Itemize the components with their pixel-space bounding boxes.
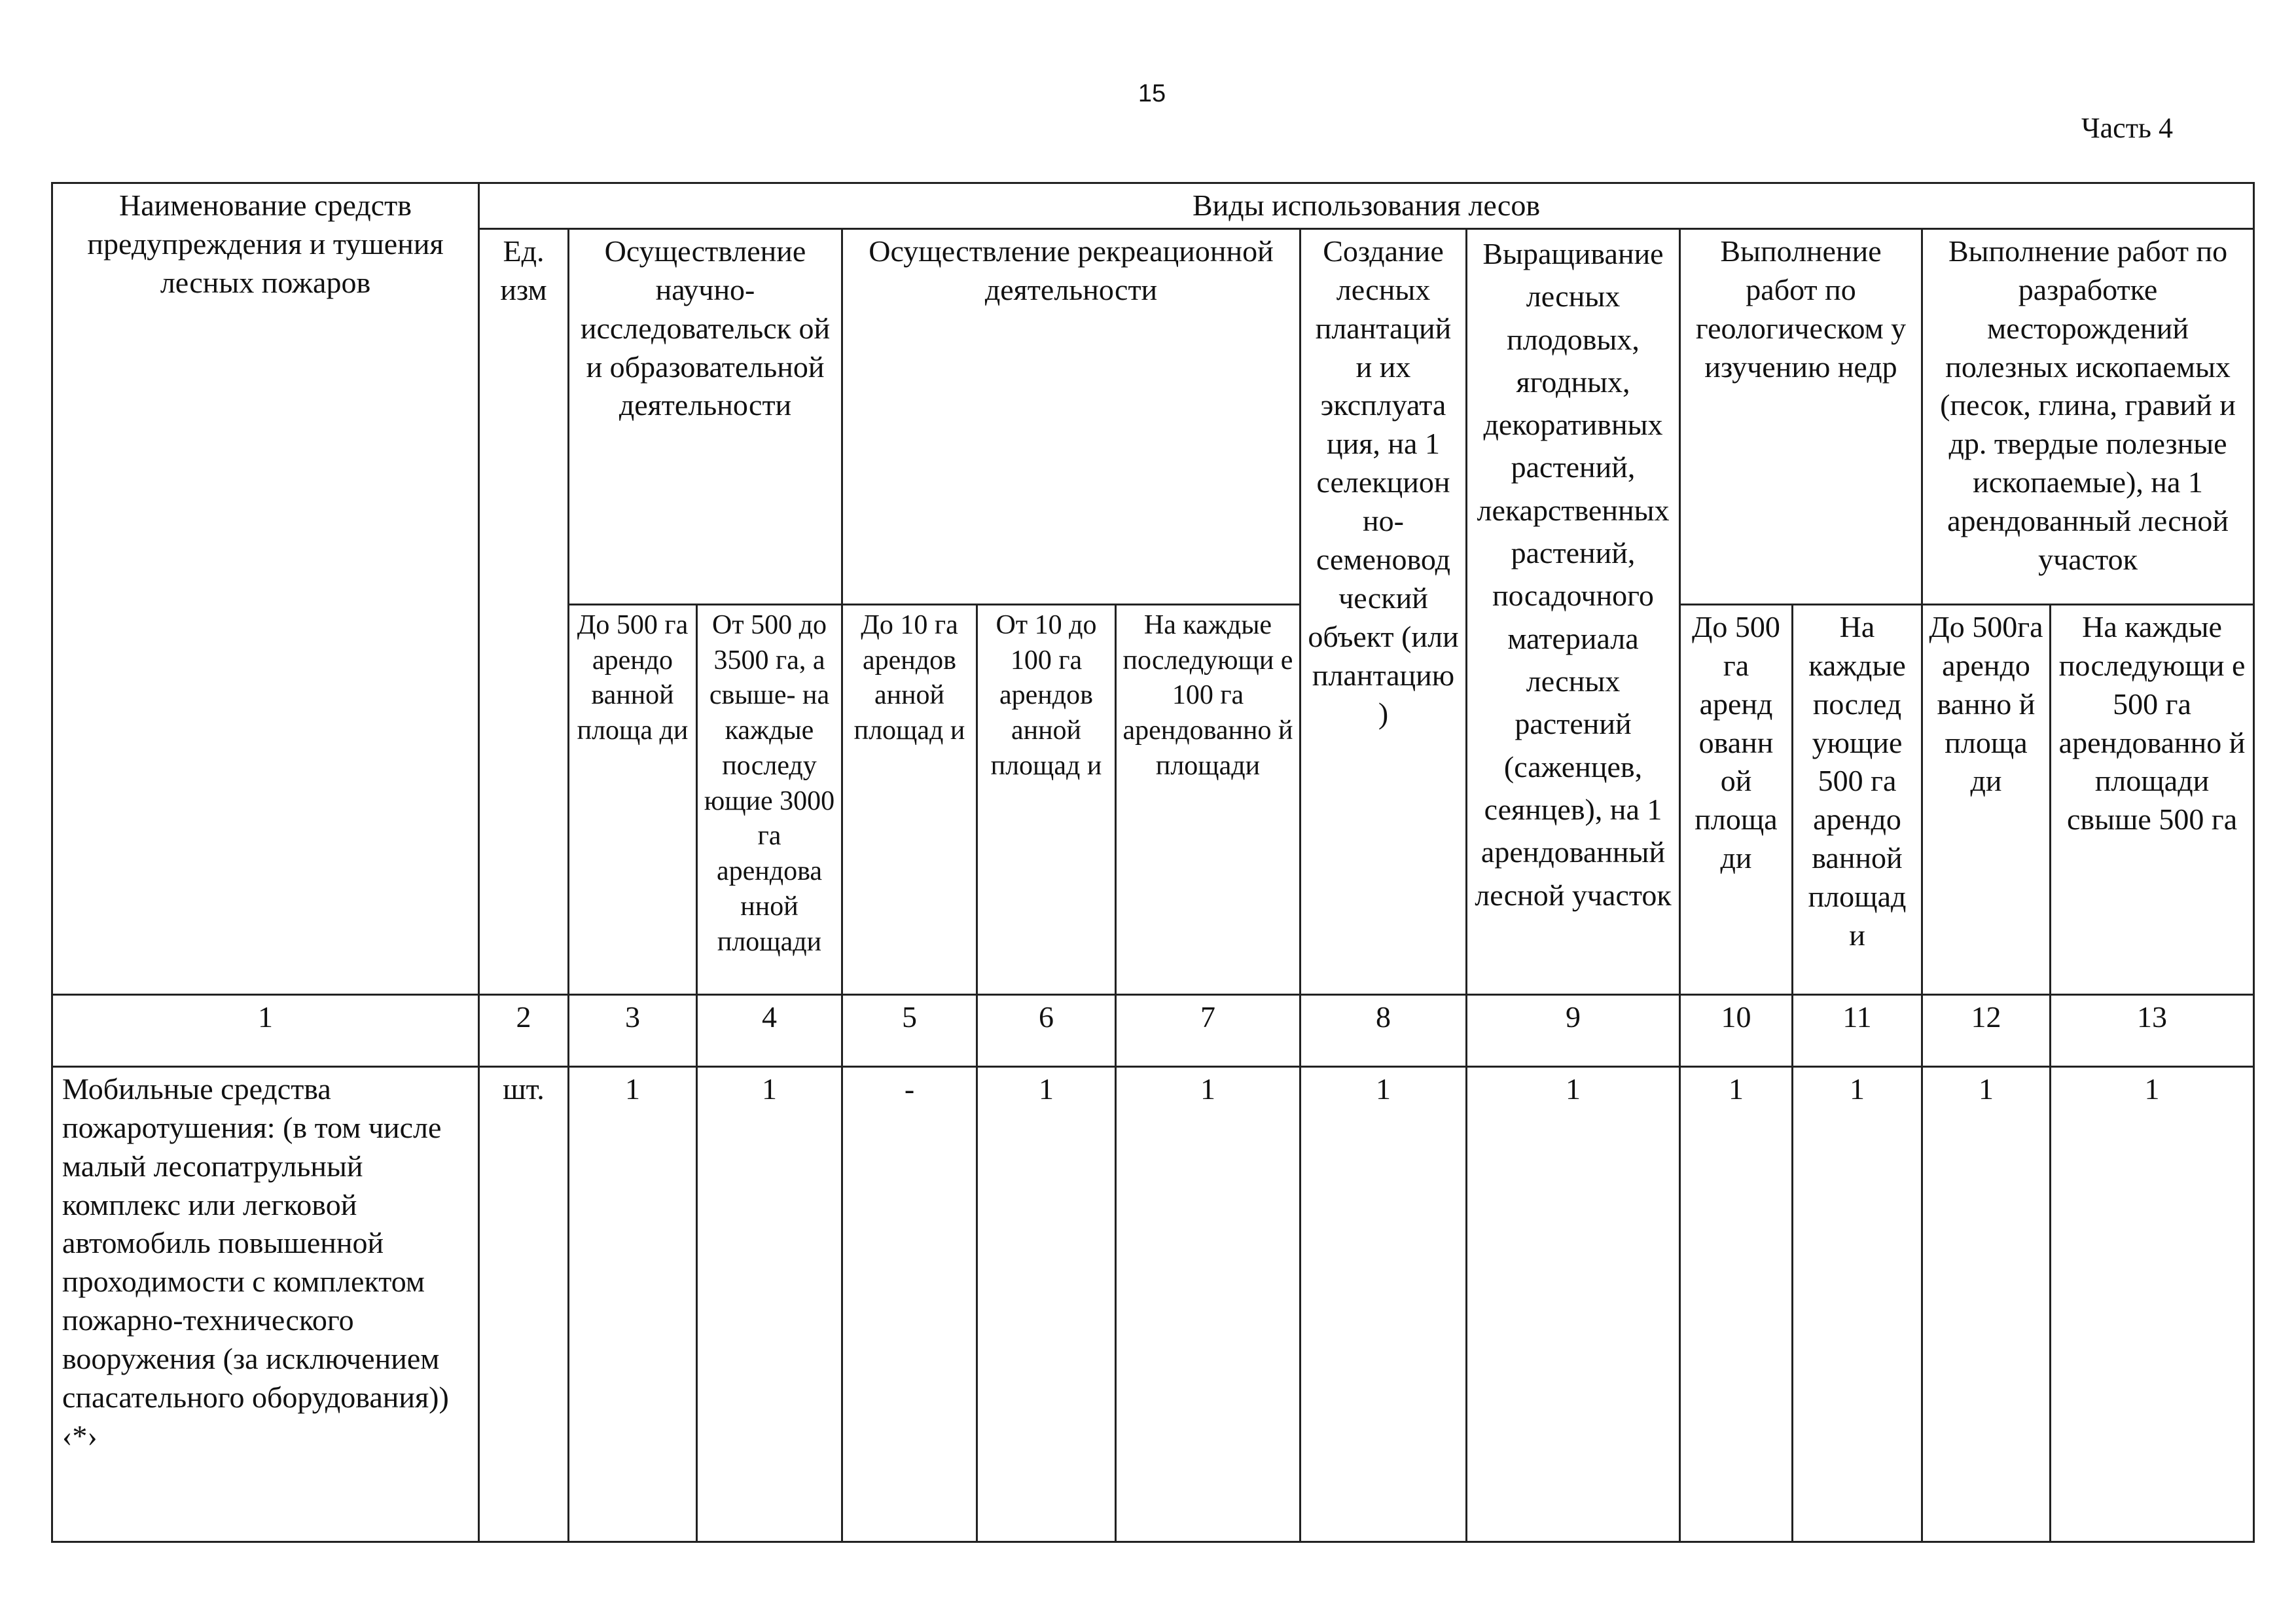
column-number: 8 [1300,994,1467,1066]
subheader-geology-1: До 500 га аренд ованн ой площа ди [1680,604,1793,994]
column-number: 11 [1793,994,1922,1066]
column-number: 3 [569,994,697,1066]
column-number-row [52,994,2254,1066]
row-value: 1 [1922,1066,2051,1542]
header-geology: Выполнение работ по геологическом у изучению недр [1680,228,1922,604]
header-growing: Выращивание лесных плодовых, ягодных, декоративных растений, лекарственных растений, посадочного материала лесных растений (саженцев, сеянцев), на 1 арендованный лесной участок [1467,228,1680,994]
row-value: 1 [569,1066,697,1542]
subheader-science-1: До 500 га арендо ванной площа ди [569,604,697,994]
header-forest-use-types: Виды использования лесов [479,183,2254,229]
subheader-geology-2: На каждые послед ующие 500 га арендо ванной площад и [1793,604,1922,994]
page-number: 15 [1138,80,1166,107]
column-number: 1 [52,994,479,1066]
header-recreation: Осуществление рекреационной деятельности [842,228,1300,604]
subheader-recreation-1: До 10 га арендов анной площад и [842,604,977,994]
subheader-recreation-3: На каждые последующи е 100 га арендованно й площади [1116,604,1300,994]
column-number: 7 [1116,994,1300,1066]
row-value: 1 [977,1066,1116,1542]
header-plantations: Создание лесных плантаций и их эксплуата ция, на 1 селекцион но-семеновод ческий объект (или плантацию ) [1300,228,1467,994]
row-value: - [842,1066,977,1542]
header-science: Осуществление научно-исследовательск ой и образовательной деятельности [569,228,842,604]
forest-fire-means-table [51,182,2255,1543]
subheader-deposits-1: До 500га арендо ванно й площа ди [1922,604,2051,994]
row-value: 1 [1116,1066,1300,1542]
subheader-deposits-2: На каждые последующи е 500 га арендованно й площади свыше 500 га [2051,604,2254,994]
column-number: 9 [1467,994,1680,1066]
part-label: Часть 4 [2081,112,2173,144]
row-name: Мобильные средства пожаротушения: (в том числе малый лесопатрульный комплекс или легковой автомобиль повышенной проходимости с комплектом пожарно-технического вооружения (за исключением спасательного оборудования)) ‹*› [52,1066,479,1542]
row-value: 1 [1793,1066,1922,1542]
column-number: 12 [1922,994,2051,1066]
subheader-science-2: От 500 до 3500 га, а свыше- на каждые последу ющие 3000 га арендова нной площади [697,604,842,994]
row-value: 1 [697,1066,842,1542]
subheader-recreation-2: От 10 до 100 га арендов анной площад и [977,604,1116,994]
header-name: Наименование средств предупреждения и тушения лесных пожаров [52,183,479,995]
row-value: 1 [1467,1066,1680,1542]
table-row [52,1066,2254,1542]
row-value: 1 [1680,1066,1793,1542]
column-number: 2 [479,994,569,1066]
row-value: 1 [1300,1066,1467,1542]
column-number: 4 [697,994,842,1066]
header-deposits: Выполнение работ по разработке месторождений полезных ископаемых (песок, глина, гравий и др. твердые полезные ископаемые), на 1 арендованный лесной участок [1922,228,2254,604]
column-number: 6 [977,994,1116,1066]
column-number: 10 [1680,994,1793,1066]
row-value: 1 [2051,1066,2254,1542]
header-unit: Ед. изм [479,228,569,994]
column-number: 13 [2051,994,2254,1066]
row-unit: шт. [479,1066,569,1542]
column-number: 5 [842,994,977,1066]
